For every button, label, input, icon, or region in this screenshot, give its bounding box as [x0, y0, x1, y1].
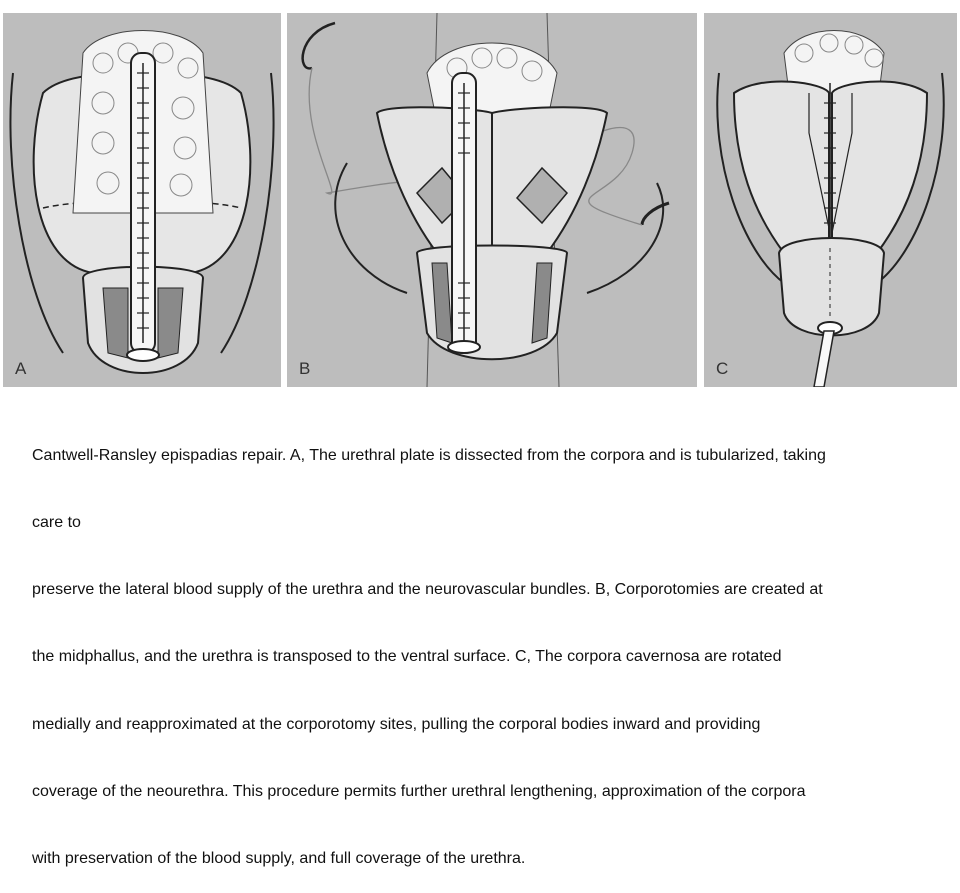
illustration-panel-b — [287, 13, 697, 387]
caption-line: Cantwell-Ransley epispadias repair. A, The urethral plate is dissected from the corpora and is tubularized, taking — [32, 446, 826, 464]
panel-label-b: B — [299, 359, 311, 378]
panel-label-a: A — [15, 359, 27, 378]
caption-line: preserve the lateral blood supply of the urethra and the neurovascular bundles. B, Corporotomies are created at — [32, 581, 823, 599]
caption-line: coverage of the neourethra. This procedure permits further urethral lengthening, approximation of the corpora — [32, 782, 806, 800]
caption-line: the midphallus, and the urethra is transposed to the ventral surface. C, The corpora cavernosa are rotated — [32, 648, 782, 666]
panel-label-c: C — [716, 359, 729, 378]
urethral-plate-dissection-illustration — [3, 13, 281, 387]
caption-line: with preservation of the blood supply, and full coverage of the urethra. — [32, 850, 526, 868]
corporal-rotation-illustration — [704, 13, 957, 387]
illustration-panel-c — [704, 13, 957, 387]
corporotomy-illustration — [287, 13, 697, 387]
illustration-panel-a — [3, 13, 281, 387]
caption-line: medially and reapproximated at the corporotomy sites, pulling the corporal bodies inward and providing — [32, 715, 761, 733]
caption-line: care to — [32, 514, 81, 532]
figure-caption — [32, 400, 942, 893]
